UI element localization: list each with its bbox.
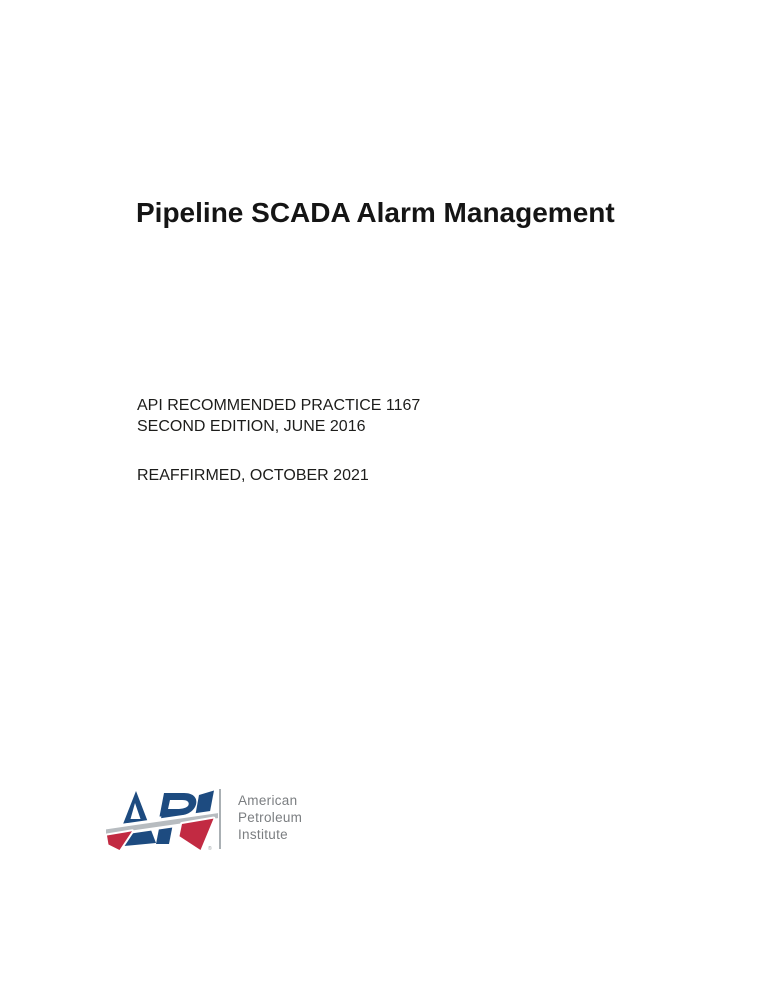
logo-divider [219,789,221,849]
registered-mark: ® [208,846,212,852]
logo-org-line-2: Petroleum [238,810,303,826]
edition-date-line: SECOND EDITION, JUNE 2016 [137,418,366,435]
logo-org-line-3: Institute [238,827,288,843]
document-title: Pipeline SCADA Alarm Management [136,197,615,228]
edition-block [137,395,420,437]
practice-number-line: API RECOMMENDED PRACTICE 1167 [137,397,421,414]
logo-org-name [238,792,302,844]
logo-org-line-1: American [238,793,298,808]
api-logo-mark-icon [106,786,218,854]
reaffirmed-line: REAFFIRMED, OCTOBER 2021 [137,467,369,484]
